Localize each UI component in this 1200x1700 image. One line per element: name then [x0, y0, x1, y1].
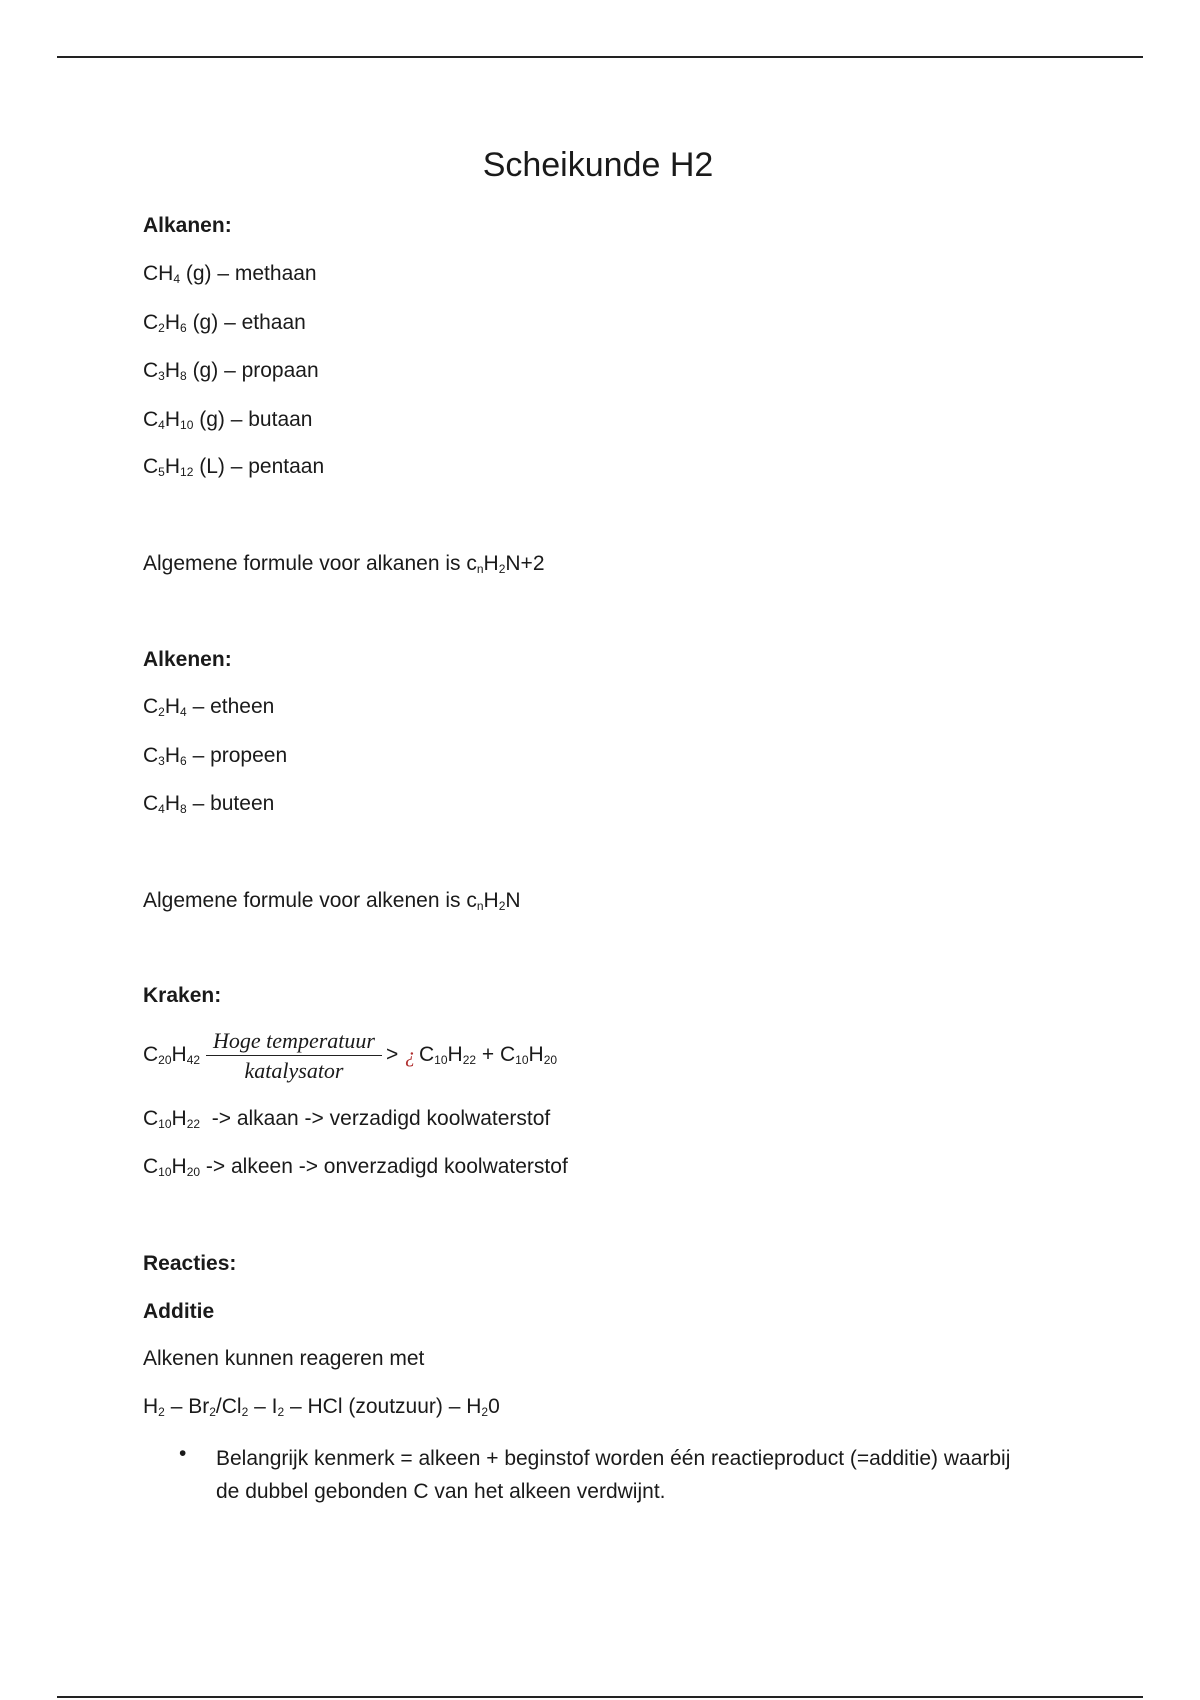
bottom-rule: [57, 1696, 1143, 1698]
reaction-products: $C_{10}H_{22} + C_{10}H_{20}$: [419, 1043, 558, 1067]
heading-kraken: Kraken:: [143, 984, 222, 1007]
bullet-dot-icon: •: [179, 1442, 187, 1465]
render-glyph: ¿: [405, 1043, 416, 1067]
condition-catalyst: katalysator: [244, 1058, 344, 1083]
general-formula-alkanen: Algemene formule voor alkanen is $c_nH_2N+2$: [143, 552, 545, 576]
general-formula-alkenen: Algemene formule voor alkenen is $c_nH_2N$: [143, 889, 521, 913]
condition-temperature: Hoge temperatuur: [206, 1028, 382, 1056]
kraken-alkeen-line: $C_{10}H_{20}$ -> alkeen -> onverzadigd koolwaterstof: [143, 1155, 568, 1179]
alkaan-ethaan: $C_2H_6$ (g) – ethaan: [143, 311, 306, 335]
reaction-arrow: >: [386, 1043, 399, 1066]
heading-alkenen: Alkenen:: [143, 648, 232, 671]
top-rule: [57, 56, 1143, 58]
alkaan-pentaan: $C_5H_{12}$ (L) – pentaan: [143, 455, 325, 479]
alkaan-methaan: $CH_4$ (g) – methaan: [143, 262, 317, 286]
reaction-conditions: [206, 1028, 382, 1084]
kraken-alkaan-line: $C_{10}H_{22}$ -> alkaan -> verzadigd koolwaterstof: [143, 1107, 551, 1131]
heading-reacties: Reacties:: [143, 1252, 237, 1275]
heading-alkanen: Alkanen:: [143, 214, 232, 237]
alkaan-butaan: $C_4H_{10}$ (g) – butaan: [143, 408, 313, 432]
alkaan-propaan: $C_3H_8$ (g) – propaan: [143, 359, 319, 383]
reactant-c20h42: $C_{20}H_{42}$: [143, 1043, 201, 1067]
alkeen-etheen: $C_2H_4$ – etheen: [143, 695, 275, 719]
alkeen-propeen: $C_3H_6$ – propeen: [143, 744, 288, 768]
heading-additie: Additie: [143, 1300, 215, 1323]
alkeen-buteen: $C_4H_8$ – buteen: [143, 792, 275, 816]
additie-intro: Alkenen kunnen reageren met: [143, 1347, 425, 1370]
page-title: Scheikunde H2: [482, 146, 714, 184]
additie-reagents: $H_2 - Br_2/Cl_2 - I_2$ – HCl (zoutzuur) – $H_20$: [143, 1395, 500, 1419]
bullet-text: Belangrijk kenmerk = alkeen + beginstof worden één reactieproduct (=additie) waarbij de dubbel gebonden C van het alkeen verdwijnt.: [216, 1447, 1011, 1503]
